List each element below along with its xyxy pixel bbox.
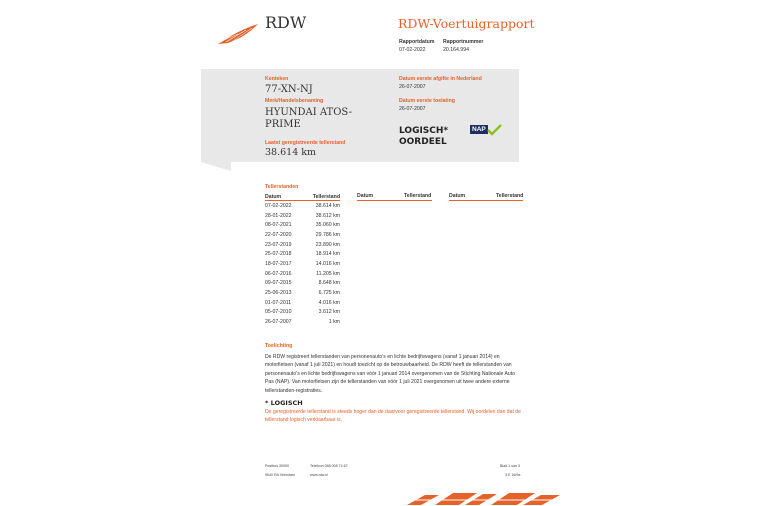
first-nl-value: 26-07-2007 (399, 84, 426, 90)
report-date: 07-02-2022 (399, 47, 426, 53)
footer-web: www.rdw.nl (310, 473, 328, 477)
col-reading: Tellerstand (302, 191, 340, 201)
make-value: HYUNDAI ATOS-PRIME (265, 107, 353, 130)
reading-value: 35.060 km (315, 222, 340, 229)
footer-page: Blad 1 van 3 (500, 464, 520, 468)
reading-date: 25-07-2018 (265, 251, 292, 258)
table-row (265, 279, 340, 289)
footer-phone: Telefoon 088 008 74 67 (310, 464, 348, 468)
explanation-body: De RDW registreert tellerstanden van personenauto’s en lichte bedrijfswagens (vanaf 1 januari 2014) en motorfietsen (vanaf 1 juli 2021) en houdt toezicht op de betrouwbaarheid. De RDW heeft de tellerstanden van personenauto’s en lichte bedrijfswagens van vóór 1 januari 2014 overgenomen van de Stichting Nationale Auto Pas (NAP). Van motorfietsen zijn de tellerstanden van vóór 1 juli 2021 overgenomen uit twee andere externe tellerstanden-registraties. (265, 354, 515, 394)
footer-address2: 9640 RA Veendam (265, 473, 295, 477)
col-date-2: Datum (357, 193, 374, 199)
footer-address1: Postbus 30000 (265, 464, 289, 468)
table-row (265, 240, 340, 250)
reading-date: 09-07-2015 (265, 280, 292, 287)
reading-value: 3.612 km (318, 309, 340, 316)
nap-badge (470, 124, 502, 136)
last-odometer-label: Laatst geregistreerde tellerstand (265, 140, 346, 146)
reading-date: 23-07-2019 (265, 241, 292, 248)
report-number: 20.164.994 (443, 47, 469, 53)
reading-date: 05-07-2010 (265, 309, 292, 316)
first-admission-label: Datum eerste toelating (399, 98, 455, 104)
table-row (265, 317, 340, 327)
checkmark-icon (487, 124, 502, 136)
table-row (265, 220, 340, 230)
reading-date: 26-07-2007 (265, 319, 292, 326)
reading-value: 14.016 km (315, 260, 340, 267)
vehicle-info-band (201, 69, 519, 162)
readings-title: Tellerstanden (265, 184, 299, 190)
col-date: Datum (265, 191, 302, 201)
readings-table (265, 191, 340, 327)
table-row (265, 201, 340, 211)
logisch-text: De geregistreerde tellerstand is steeds hoger dan de daarvoor geregistreerde tellerstand. Wij oordelen dan dat de tellerstand logisch verklaarbaar is. (265, 409, 521, 424)
table-row (265, 288, 340, 298)
make-label: Merk/Handelsbenaming (265, 98, 324, 104)
first-nl-label: Datum eerste afgifte in Nederland (399, 76, 482, 82)
rdw-logo (216, 22, 262, 46)
reading-date: 25-06-2013 (265, 290, 292, 297)
reading-value: 1 km (328, 319, 340, 326)
reading-value: 29.786 km (315, 231, 340, 238)
first-admission-value: 26-07-2007 (399, 106, 426, 112)
table-row (265, 308, 340, 318)
plate-value: 77-XN-NJ (265, 84, 313, 95)
reading-date: 07-02-2022 (265, 202, 292, 209)
reading-value: 38.614 km (315, 202, 340, 209)
table-row (265, 259, 340, 269)
reading-date: 01-07-2011 (265, 299, 292, 306)
col-date-3: Datum (449, 193, 466, 199)
last-odometer-value: 38.614 km (265, 147, 317, 158)
reading-value: 8.648 km (318, 280, 340, 287)
plate-label: Kenteken (265, 76, 289, 82)
table-row (265, 298, 340, 308)
verdict-line1: LOGISCH* (399, 126, 449, 136)
report-number-label: Rapportnummer (443, 39, 484, 45)
reading-value: 6.725 km (318, 290, 340, 297)
logisch-text-wrap (265, 408, 523, 425)
footer-stripes-graphic (405, 491, 561, 506)
reading-date: 06-07-2016 (265, 270, 292, 277)
col-reading-3: Tellerstand (496, 193, 524, 199)
logisch-label: * LOGISCH (265, 399, 303, 407)
explanation-title: Toelichting (265, 343, 293, 349)
col-reading-2: Tellerstand (404, 193, 432, 199)
nap-badge-text: NAP (472, 126, 486, 133)
table-row (265, 269, 340, 279)
report-title: RDW-Voertuigrapport (398, 16, 535, 31)
reading-value: 38.612 km (315, 212, 340, 219)
reading-date: 08-07-2021 (265, 222, 292, 229)
brand-name: RDW (265, 13, 307, 32)
table-row (265, 230, 340, 240)
footer-code: 3.E 16/9a (505, 473, 521, 477)
reading-date: 18-07-2017 (265, 260, 292, 267)
report-date-label: Rapportdatum (399, 39, 435, 45)
reading-date: 28-01-2022 (265, 212, 292, 219)
explanation-body-wrap (265, 353, 521, 395)
reading-value: 4.016 km (318, 299, 340, 306)
band-fold (201, 162, 231, 171)
table-row (265, 211, 340, 221)
verdict-line2: OORDEEL (399, 137, 447, 147)
table-row (265, 249, 340, 259)
reading-value: 11.205 km (316, 270, 340, 277)
reading-value: 18.914 km (315, 251, 340, 258)
reading-value: 23.890 km (315, 241, 340, 248)
reading-date: 22-07-2020 (265, 231, 292, 238)
